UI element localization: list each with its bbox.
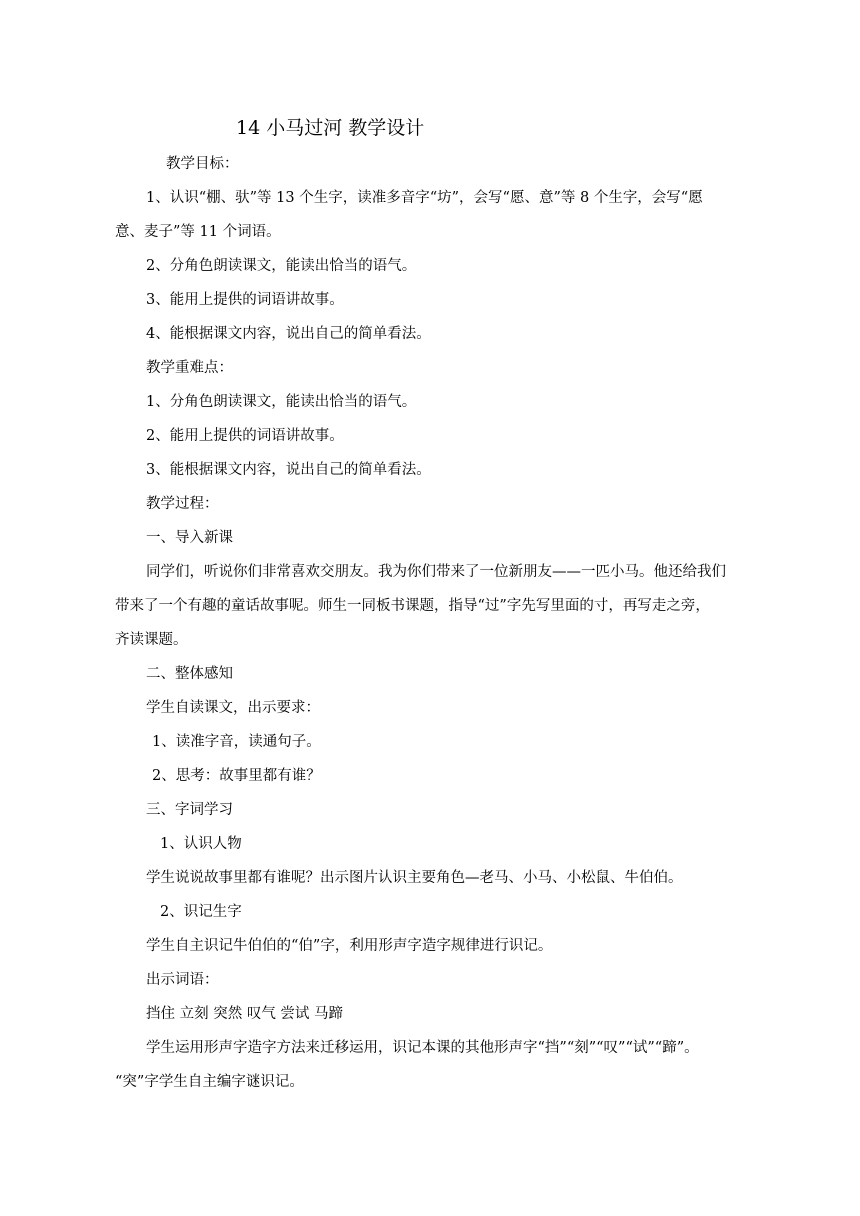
- section-3-words-label: 出示词语：: [146, 972, 219, 988]
- page-title: 14 小马过河 教学设计: [236, 117, 425, 139]
- section-2-paragraph: 学生自读课文，出示要求：: [146, 700, 320, 716]
- section-3-paragraph-2: 学生自主识记牛伯伯的“伯”字，利用形声字造字规律进行识记。: [146, 938, 553, 954]
- section-3-word-list: 挡住 立刻 突然 叹气 尝试 马蹄: [146, 1006, 344, 1022]
- key-points-heading: 教学重难点：: [146, 360, 233, 376]
- objective-1-line-2: 意、麦子”等 11 个词语。: [115, 224, 281, 240]
- process-heading: 教学过程：: [146, 496, 219, 512]
- section-3-paragraph-3-line-1: 学生运用形声字造字方法来迁移运用，识记本课的其他形声字“挡”“刻”“叹”“试”“蹄”。: [146, 1040, 699, 1056]
- key-point-1: 1、分角色朗读课文，能读出恰当的语气。: [146, 394, 417, 410]
- section-1-paragraph-line-3: 齐读课题。: [115, 632, 188, 648]
- section-3-paragraph-1: 学生说说故事里都有谁呢？出示图片认识主要角色—老马、小马、小松鼠、牛伯伯。: [146, 870, 683, 886]
- key-point-3: 3、能根据课文内容，说出自己的简单看法。: [146, 462, 431, 478]
- objective-3: 3、能用上提供的词语讲故事。: [146, 292, 344, 308]
- objective-2: 2、分角色朗读课文，能读出恰当的语气。: [146, 258, 417, 274]
- key-point-2: 2、能用上提供的词语讲故事。: [146, 428, 344, 444]
- section-3-paragraph-3-line-2: “突”字学生自主编字谜识记。: [115, 1074, 304, 1090]
- section-1-heading: 一、导入新课: [146, 530, 233, 546]
- section-2-heading: 二、整体感知: [146, 666, 233, 682]
- objective-1-line-1: 1、认识“棚、驮”等 13 个生字，读准多音字“坊”，会写“愿、意”等 8 个生字，会写“愿: [146, 190, 703, 206]
- section-3-subheading-1: 1、认识人物: [160, 836, 242, 852]
- section-3-heading: 三、字词学习: [146, 802, 233, 818]
- objectives-heading: 教学目标：: [166, 156, 239, 172]
- objective-4: 4、能根据课文内容，说出自己的简单看法。: [146, 326, 431, 342]
- section-3-subheading-2: 2、识记生字: [160, 904, 242, 920]
- section-1-paragraph-line-1: 同学们，听说你们非常喜欢交朋友。我为你们带来了一位新朋友——一匹小马。他还给我们: [146, 564, 726, 580]
- section-2-item-2: 2、思考：故事里都有谁？: [152, 768, 321, 784]
- section-2-item-1: 1、读准字音，读通句子。: [152, 734, 321, 750]
- section-1-paragraph-line-2: 带来了一个有趣的童话故事呢。师生一同板书课题，指导“过”字先写里面的寸，再写走之旁，: [115, 598, 710, 614]
